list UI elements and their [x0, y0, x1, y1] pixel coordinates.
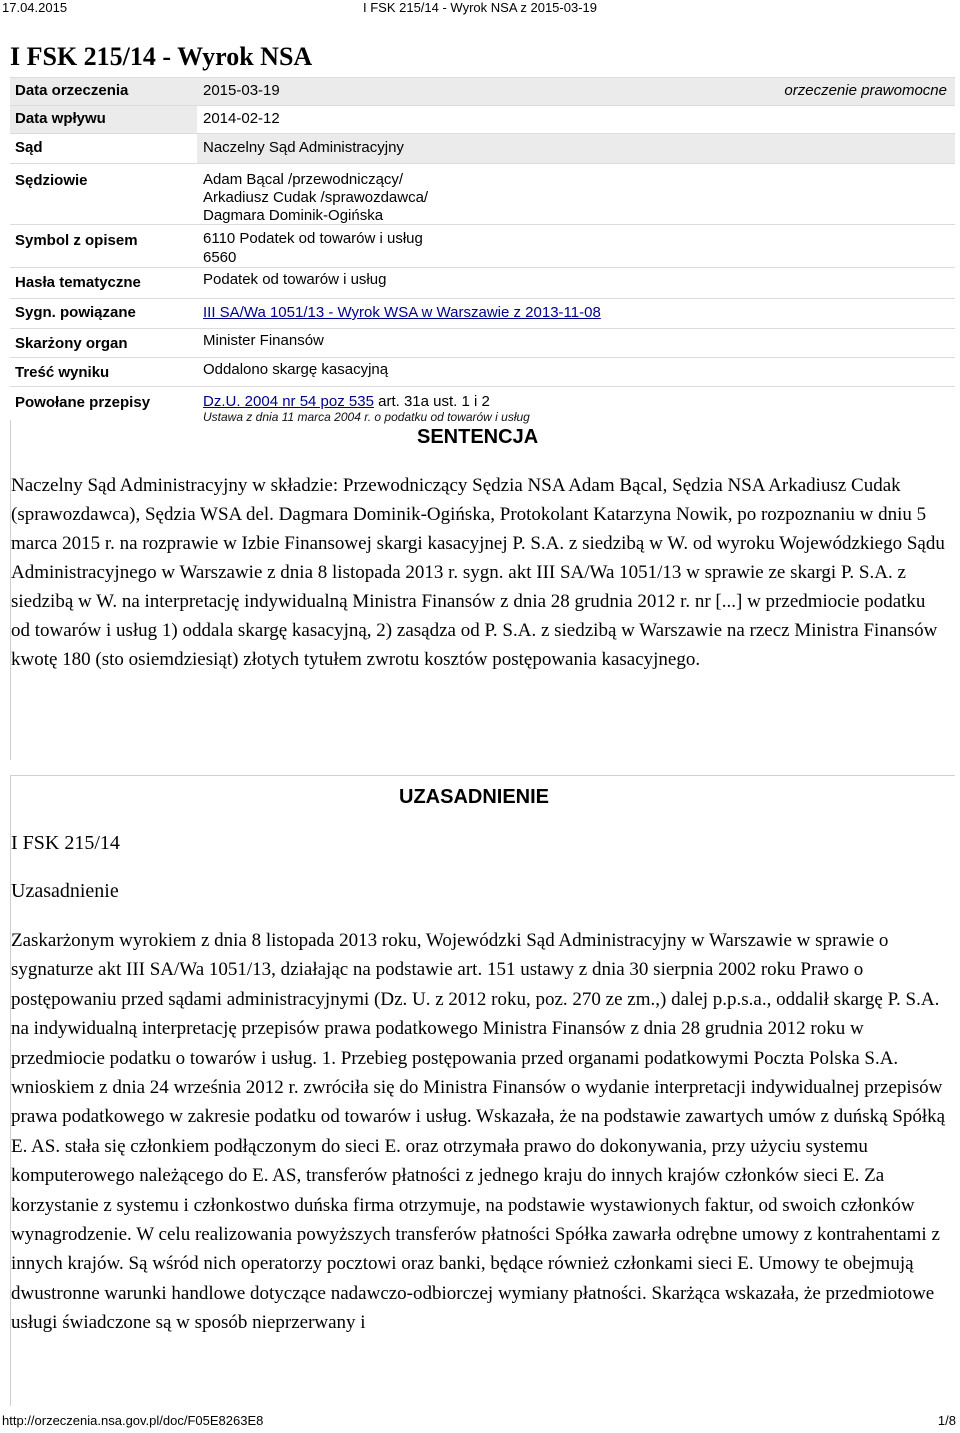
label-sedziowie: Sędziowie: [15, 172, 88, 189]
label-sygn: Sygn. powiązane: [15, 304, 136, 321]
value-sad: Naczelny Sąd Administracyjny: [197, 134, 955, 163]
frame-divider: [10, 775, 955, 776]
symbol-2: 6560: [203, 249, 237, 266]
status-note: orzeczenie prawomocne: [784, 82, 947, 99]
uzasadnienie-subtitle: Uzasadnienie: [11, 880, 119, 902]
row-organ: [10, 328, 955, 357]
value-organ: Minister Finansów: [197, 329, 955, 357]
sentencja-text: Naczelny Sąd Administracyjny w składzie: Przewodniczący Sędzia NSA Adam Bącal, Sędzia NSA Arkadiusz Cudak (sprawozdawca), Sędzia WSA del. Dagmara Dominik-Ogińska, Protokolant Katarzyna Nowik, po rozpoznaniu w dniu 5 marca 2015 r. na rozprawie w Izbie Finansowej skargi kasacyjnej P. S.A. z siedzibą w W. od wyroku Wojewódzkiego Sądu Administracyjnego w Warszawie z dnia 8 listopada 2013 r. sygn. akt III SA/Wa 1051/13 w sprawie ze skargi P. S.A. z siedzibą w W. na interpretację indywidualną Ministra Finansów z dnia 28 grudnia 2012 r. nr [...] w przedmiocie podatku od towarów i usług 1) oddala skargę kasacyjną, 2) zasądza od P. S.A. z siedzibą w Warszawie na rzecz Ministra Finansów kwotę 180 (sto osiemdziesiąt) złotych tytułem zwrotu kosztów postępowania kasacyjnego.: [11, 475, 945, 670]
judge-2: Arkadiusz Cudak /sprawozdawca/: [203, 189, 429, 206]
label-data-wplywu: Data wpływu: [10, 106, 197, 133]
print-date: 17.04.2015: [2, 0, 68, 15]
value-hasla: Podatek od towarów i usług: [197, 268, 955, 298]
row-tresc: [10, 357, 955, 386]
document-url: http://orzeczenia.nsa.gov.pl/doc/F05E8263E8: [2, 1413, 264, 1428]
value-data-wplywu: 2014-02-12: [197, 106, 955, 133]
print-title: I FSK 215/14 - Wyrok NSA z 2015-03-19: [363, 0, 597, 15]
date-value: 2015-03-19: [203, 82, 280, 99]
sentencja-heading: SENTENCJA: [417, 426, 539, 448]
value-przepisy: [197, 387, 955, 427]
label-symbol: Symbol z opisem: [15, 232, 138, 249]
row-hasla: [10, 267, 955, 298]
label-sad: Sąd: [15, 139, 43, 156]
related-case-link[interactable]: III SA/Wa 1051/13 - Wyrok WSA w Warszawie z 2013-11-08: [203, 304, 601, 321]
case-signature: I FSK 215/14: [11, 832, 120, 854]
print-header: [0, 0, 960, 16]
page-title: I FSK 215/14 - Wyrok NSA: [10, 42, 313, 71]
judge-3: Dagmara Dominik-Ogińska: [203, 207, 384, 224]
legal-act-article: art. 31a ust. 1 i 2: [373, 393, 490, 410]
value-data-orzeczenia: [197, 78, 955, 105]
symbol-1: 6110 Podatek od towarów i usług: [203, 230, 423, 247]
legal-act-link[interactable]: Dz.U. 2004 nr 54 poz 535: [203, 393, 374, 410]
legal-act-note: Ustawa z dnia 11 marca 2004 r. o podatku od towarów i usług: [203, 410, 530, 424]
row-sygn: [10, 298, 955, 328]
label-przepisy: Powołane przepisy: [15, 394, 151, 411]
page-number: 1/8: [937, 1413, 956, 1428]
label-hasla: Hasła tematyczne: [15, 274, 141, 291]
label-data-orzeczenia: Data orzeczenia: [10, 78, 197, 105]
row-sad: [10, 133, 955, 163]
label-organ: Skarżony organ: [15, 335, 128, 352]
value-sedziowie: [197, 164, 955, 224]
row-data-orzeczenia: [10, 77, 955, 105]
row-sedziowie: [10, 163, 955, 224]
uzasadnienie-heading: UZASADNIENIE: [399, 786, 550, 808]
row-data-wplywu: [10, 105, 955, 133]
value-sygn: [197, 299, 955, 328]
metadata-table: [10, 77, 955, 427]
print-footer: [0, 1413, 960, 1431]
row-przepisy: [10, 386, 955, 427]
value-symbol: [197, 225, 955, 267]
label-tresc: Treść wyniku: [15, 364, 110, 381]
judge-1: Adam Bącal /przewodniczący/: [203, 171, 404, 188]
row-symbol: [10, 224, 955, 267]
value-tresc: Oddalono skargę kasacyjną: [197, 358, 955, 386]
uzasadnienie-text: Zaskarżonym wyrokiem z dnia 8 listopada 2013 roku, Wojewódzki Sąd Administracyjny w Warszawie w sprawie o sygnaturze akt III SA/Wa 1051/13, działając na podstawie art. 151 ustawy z dnia 30 sierpnia 2002 roku Prawo o postępowaniu przed sądami administracyjnymi (Dz. U. z 2012 roku, poz. 270 ze zm.,) dalej p.p.s.a., oddalił skargę P. S.A. na indywidualną interpretację przepisów prawa podatkowego Ministra Finansów z dnia 28 grudnia 2012 roku w przedmiocie podatku o towarów i usług. 1. Przebieg postępowania przed organami podatkowymi Poczta Polska S.A. wnioskiem z dnia 24 września 2012 r. zwróciła się do Ministra Finansów o wydanie interpretacji indywidualnej przepisów prawa podatkowego w zakresie podatku od towarów i usług. Wskazała, że na podstawie zawartych umów z duńską Spółką E. AS. stała się członkiem podłączonym do sieci E. oraz otrzymała prawo do dokonywania, przy użyciu systemu komputerowego należącego do E. AS, transferów płatności z jednego kraju do innych krajów członków sieci E. Za korzystanie z systemu i członkostwo duńska firma otrzymuje, na podstawie wystawionych faktur, od swoich członków wynagrodzenie. W celu realizowania powyższych transferów płatności Spółka zawarła odrębne umowy z kontrahentami z innych krajów. Są wśród nich operatorzy pocztowi oraz banki, będące również członkami sieci E. Umowy te obejmują dwustronne warunki handlowe dotyczące nadawczo-odbiorczej wymiany płatności. Skarżąca wskazała, że przedmiotowe usługi świadczone są w sposób nieprzerwany i: [11, 930, 946, 1334]
